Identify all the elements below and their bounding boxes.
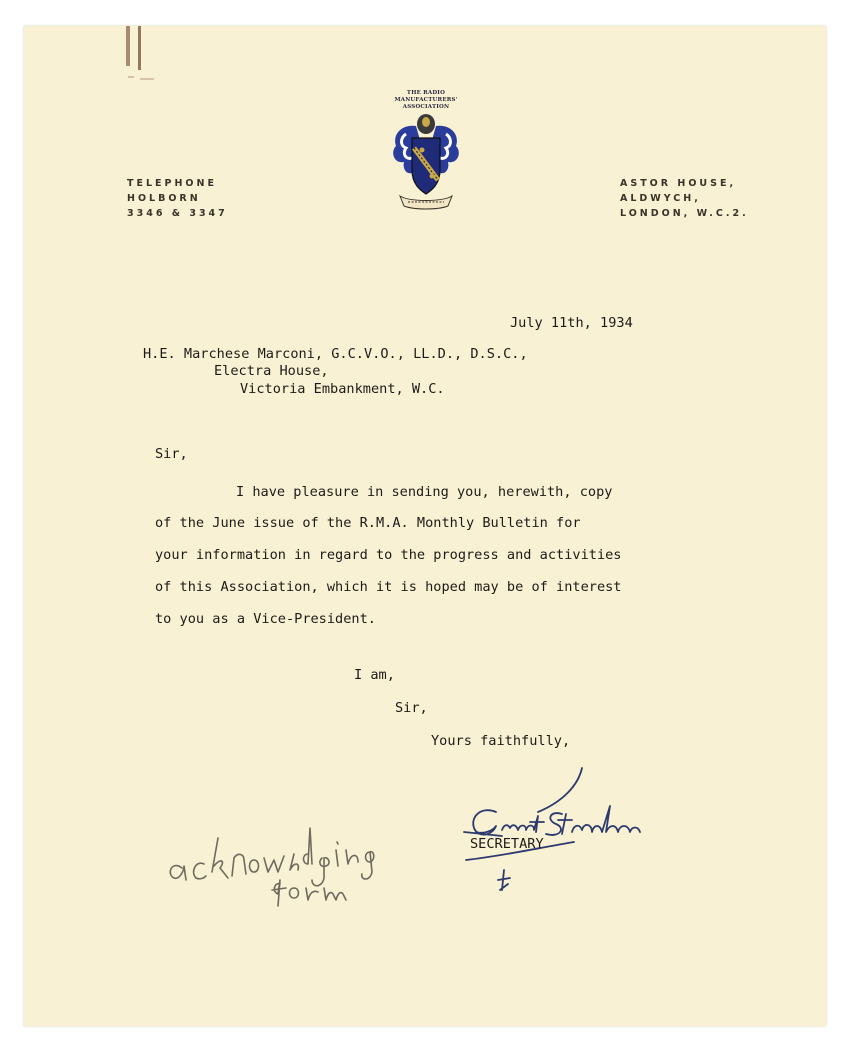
closing-line: Yours faithfully, [431, 733, 571, 749]
closing-line: I am, [354, 667, 395, 683]
body-line: I have pleasure in sending you, herewith, copy [236, 484, 613, 500]
letterhead-address [620, 176, 749, 221]
salutation: Sir, [155, 446, 188, 462]
letterhead-right-line: ASTOR HOUSE, [620, 178, 737, 189]
recipient-name: H.E. Marchese Marconi, G.C.V.O., LL.D., D.S.C., [143, 346, 528, 362]
letterhead-left-line: 3346 & 3347 [127, 208, 228, 219]
crest-caption: THE RADIO MANUFACTURERS' ASSOCIATION [394, 90, 458, 110]
pencil-annotation [162, 788, 402, 908]
body-line: to you as a Vice-President. [155, 611, 376, 627]
body-line: of this Association, which it is hoped may be of interest [155, 579, 622, 595]
letterhead-right-line: ALDWYCH, [620, 193, 701, 204]
letterhead-right-line: LONDON, W.C.2. [620, 208, 749, 219]
letter-page [24, 26, 826, 1026]
letterhead-left-line: HOLBORN [127, 193, 201, 204]
recipient-address-line: Electra House, [214, 363, 329, 379]
letter-date: July 11th, 1934 [510, 315, 633, 331]
closing-line: Sir, [395, 700, 428, 716]
signatory-title: SECRETARY [470, 836, 544, 852]
letterhead-telephone [127, 176, 228, 221]
body-line: of the June issue of the R.M.A. Monthly Bulletin for [155, 515, 581, 531]
body-line: your information in regard to the progress and activities [155, 547, 622, 563]
recipient-address-line: Victoria Embankment, W.C. [240, 381, 445, 397]
handwritten-signature [442, 766, 662, 896]
letterhead-left-line: TELEPHONE [127, 178, 217, 189]
staple-mark [124, 26, 168, 84]
